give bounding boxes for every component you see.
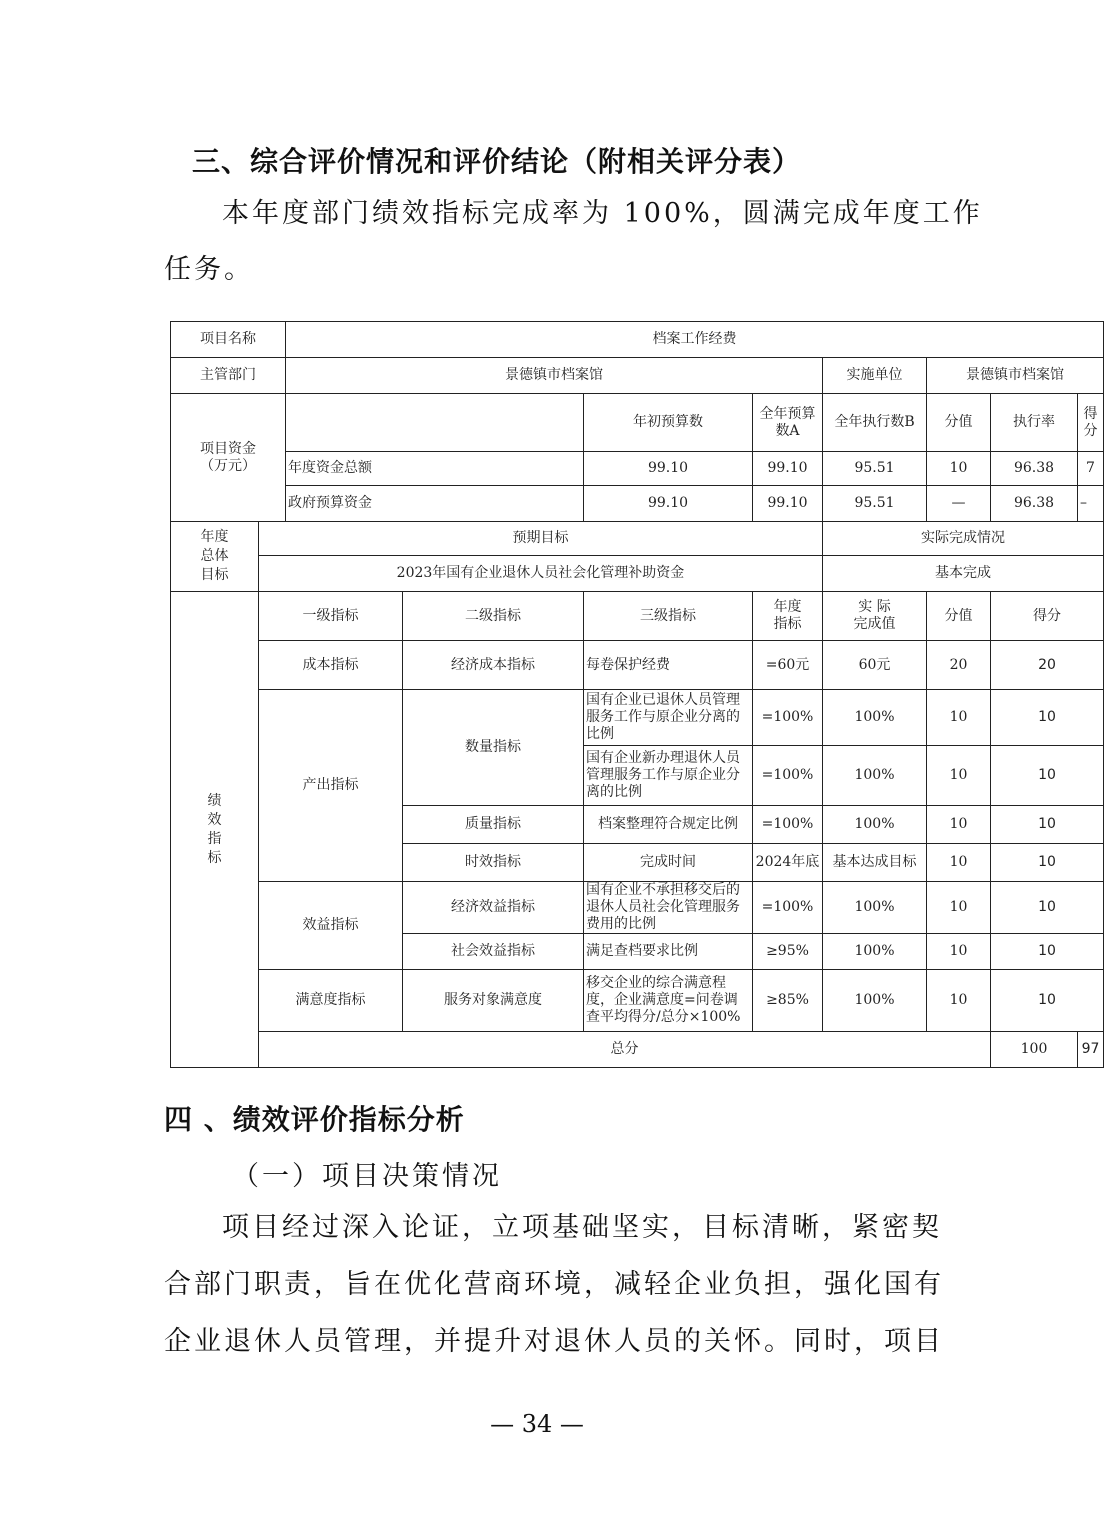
funds-row-score: 7: [1078, 452, 1104, 486]
ind-head-l3: 三级指标: [584, 592, 753, 641]
ind-head-score-value: 分值: [927, 592, 991, 641]
funds-head-blank: [286, 394, 584, 452]
funds-row-exec-b: 95.51: [823, 452, 927, 486]
dept-label: 主管部门: [171, 358, 286, 394]
ind-score-value: 10: [927, 844, 991, 882]
ind-score: 10: [991, 882, 1104, 934]
ind-actual: 100%: [823, 690, 927, 746]
impl-unit-label: 实施单位: [823, 358, 927, 394]
paragraph-line: 项目经过深入论证，立项基础坚实，目标清晰，紧密契: [222, 1212, 942, 1243]
ind-score-value: 20: [927, 641, 991, 690]
actual-completion: 基本完成: [823, 556, 1104, 592]
expected-goal-label: 预期目标: [259, 522, 823, 556]
ind-l1: 产出指标: [259, 690, 403, 882]
ind-l2: 社会效益指标: [403, 934, 584, 970]
funds-head-initial: 年初预算数: [584, 394, 753, 452]
section-heading-4: 四 、绩效评价指标分析: [164, 1103, 465, 1136]
ind-l3: 国有企业新办理退休人员管理服务工作与原企业分离的比例: [584, 746, 753, 806]
ind-l2: 经济成本指标: [403, 641, 584, 690]
expected-goal: 2023年国有企业退休人员社会化管理补助资金: [259, 556, 823, 592]
ind-l1: 效益指标: [259, 882, 403, 970]
ind-annual: ≥85%: [753, 970, 823, 1032]
funds-head-score-value: 分值: [927, 394, 991, 452]
ind-l2: 服务对象满意度: [403, 970, 584, 1032]
ind-score: 10: [991, 746, 1104, 806]
funds-row-exec-rate: 96.38: [991, 452, 1078, 486]
ind-head-actual: 实 际 完成值: [823, 592, 927, 641]
funds-row-score-value: —: [927, 486, 991, 522]
funds-row-exec-rate: 96.38: [991, 486, 1078, 522]
funds-head-budget-a: 全年预算数A: [753, 394, 823, 452]
funds-row-name: 政府预算资金: [286, 486, 584, 522]
ind-head-score: 得分: [991, 592, 1104, 641]
total-label: 总分: [259, 1032, 991, 1068]
funds-row-name: 年度资金总额: [286, 452, 584, 486]
ind-annual: =100%: [753, 806, 823, 844]
section-heading-3: 三、综合评价情况和评价结论（附相关评分表）: [192, 145, 802, 178]
evaluation-score-table: [170, 321, 1104, 1068]
ind-l1: 满意度指标: [259, 970, 403, 1032]
funds-row-initial: 99.10: [584, 452, 753, 486]
ind-actual: 100%: [823, 746, 927, 806]
ind-l3: 国有企业不承担移交后的退休人员社会化管理服务费用的比例: [584, 882, 753, 934]
ind-score-value: 10: [927, 882, 991, 934]
ind-l3: 档案整理符合规定比例: [584, 806, 753, 844]
ind-head-l1: 一级指标: [259, 592, 403, 641]
ind-annual: =100%: [753, 746, 823, 806]
ind-l2: 经济效益指标: [403, 882, 584, 934]
ind-actual: 100%: [823, 970, 927, 1032]
funds-head-exec-rate: 执行率: [991, 394, 1078, 452]
ind-annual: =100%: [753, 690, 823, 746]
ind-l2: 时效指标: [403, 844, 584, 882]
funds-row-score: –: [1078, 486, 1104, 522]
ind-actual: 100%: [823, 806, 927, 844]
ind-score: 10: [991, 844, 1104, 882]
ind-annual: =60元: [753, 641, 823, 690]
project-name-label: 项目名称: [171, 322, 286, 358]
ind-l2: 质量指标: [403, 806, 584, 844]
ind-score-value: 10: [927, 690, 991, 746]
total-score-value: 100: [991, 1032, 1078, 1068]
ind-head-annual: 年度 指标: [753, 592, 823, 641]
funds-row-initial: 99.10: [584, 486, 753, 522]
ind-annual: =100%: [753, 882, 823, 934]
ind-actual: 100%: [823, 934, 927, 970]
paragraph-line: 合部门职责，旨在优化营商环境，减轻企业负担，强化国有: [164, 1269, 944, 1300]
ind-annual: ≥95%: [753, 934, 823, 970]
ind-l3: 国有企业已退休人员管理服务工作与原企业分离的比例: [584, 690, 753, 746]
ind-score: 10: [991, 970, 1104, 1032]
ind-actual: 基本达成目标: [823, 844, 927, 882]
perf-indicator-label: 绩 效 指 标: [171, 592, 259, 1068]
impl-unit-value: 景德镇市档案馆: [927, 358, 1104, 394]
subheading: （一）项目决策情况: [232, 1161, 502, 1192]
total-score: 97: [1078, 1032, 1104, 1068]
funds-row-exec-b: 95.51: [823, 486, 927, 522]
funds-label: 项目资金 （万元）: [171, 394, 286, 522]
ind-actual: 60元: [823, 641, 927, 690]
paragraph-line: 本年度部门绩效指标完成率为 100%，圆满完成年度工作: [222, 198, 983, 229]
ind-l3: 满足查档要求比例: [584, 934, 753, 970]
page-number: — 34 —: [490, 1410, 584, 1438]
ind-head-l2: 二级指标: [403, 592, 584, 641]
ind-l3: 完成时间: [584, 844, 753, 882]
ind-l1: 成本指标: [259, 641, 403, 690]
ind-l2: 数量指标: [403, 690, 584, 806]
funds-head-exec-b: 全年执行数B: [823, 394, 927, 452]
ind-score: 10: [991, 690, 1104, 746]
ind-score-value: 10: [927, 806, 991, 844]
ind-annual: 2024年底: [753, 844, 823, 882]
funds-row-budget-a: 99.10: [753, 452, 823, 486]
ind-l3: 每卷保护经费: [584, 641, 753, 690]
dept-value: 景德镇市档案馆: [286, 358, 823, 394]
paragraph-line: 企业退休人员管理，并提升对退休人员的关怀。同时，项目: [164, 1326, 944, 1357]
funds-head-score: 得分: [1078, 394, 1104, 452]
project-name: 档案工作经费: [286, 322, 1104, 358]
ind-score: 10: [991, 934, 1104, 970]
funds-row-score-value: 10: [927, 452, 991, 486]
paragraph-line: 任务。: [164, 254, 254, 285]
ind-l3: 移交企业的综合满意程度，企业满意度=问卷调查平均得分/总分×100%: [584, 970, 753, 1032]
ind-score: 20: [991, 641, 1104, 690]
ind-score-value: 10: [927, 970, 991, 1032]
ind-score: 10: [991, 806, 1104, 844]
funds-row-budget-a: 99.10: [753, 486, 823, 522]
ind-score-value: 10: [927, 746, 991, 806]
ind-score-value: 10: [927, 934, 991, 970]
ind-actual: 100%: [823, 882, 927, 934]
annual-goal-label: 年度 总体 目标: [171, 522, 259, 592]
actual-label: 实际完成情况: [823, 522, 1104, 556]
